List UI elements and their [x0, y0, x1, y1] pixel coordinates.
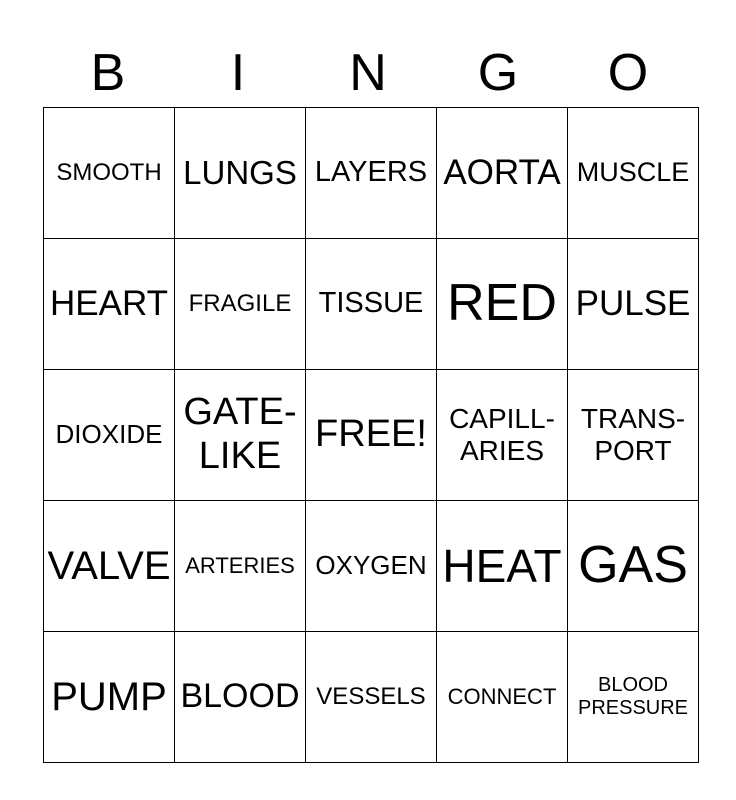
- cell-label: CAPILL- ARIES: [449, 402, 555, 466]
- board-row: [44, 108, 699, 239]
- cell-label: TRANS- PORT: [580, 402, 686, 466]
- cell-label: GATE- LIKE: [183, 391, 297, 477]
- cell-label: DIOXIDE: [55, 419, 163, 450]
- bingo-cell[interactable]: [44, 632, 175, 763]
- cell-label: ARTERIES: [185, 553, 295, 579]
- bingo-cell[interactable]: [568, 108, 699, 239]
- cell-label: PULSE: [575, 283, 691, 323]
- cell-label: BLOOD PRESSURE: [577, 674, 689, 719]
- bingo-cell[interactable]: [306, 239, 437, 370]
- cell-label: LUNGS: [183, 154, 297, 192]
- board-row: [44, 370, 699, 501]
- cell-label: PUMP: [51, 675, 167, 719]
- cell-label: AORTA: [443, 152, 561, 192]
- bingo-cell[interactable]: [175, 108, 306, 239]
- bingo-cell[interactable]: [568, 370, 699, 501]
- bingo-cell[interactable]: [437, 239, 568, 370]
- bingo-cell[interactable]: [437, 108, 568, 239]
- cell-label: OXYGEN: [315, 550, 427, 581]
- cell-label: GAS: [578, 536, 688, 595]
- header-letter-n: N: [349, 44, 387, 102]
- bingo-cell[interactable]: [306, 632, 437, 763]
- header-letter-b: B: [90, 44, 126, 102]
- bingo-cell[interactable]: [44, 239, 175, 370]
- bingo-cell[interactable]: [437, 501, 568, 632]
- bingo-cell[interactable]: [306, 108, 437, 239]
- cell-label: BLOOD: [180, 677, 300, 716]
- board-row: [44, 239, 699, 370]
- bingo-cell[interactable]: [568, 632, 699, 763]
- bingo-cell[interactable]: [44, 370, 175, 501]
- bingo-header: [43, 40, 693, 106]
- cell-label: SMOOTH: [56, 159, 162, 187]
- board-row: [44, 632, 699, 763]
- board-row: [44, 501, 699, 632]
- cell-label: TISSUE: [318, 287, 424, 320]
- cell-label: MUSCLE: [576, 157, 690, 188]
- bingo-cell[interactable]: [437, 632, 568, 763]
- bingo-cell[interactable]: [568, 239, 699, 370]
- header-letter-g: G: [477, 44, 519, 102]
- cell-label: FRAGILE: [188, 290, 292, 318]
- bingo-cell[interactable]: [568, 501, 699, 632]
- cell-label: VESSELS: [316, 683, 426, 711]
- header-letter-o: O: [607, 44, 649, 102]
- bingo-cell[interactable]: [175, 501, 306, 632]
- cell-label: RED: [447, 274, 557, 333]
- bingo-cell[interactable]: [175, 632, 306, 763]
- bingo-cell[interactable]: [306, 501, 437, 632]
- cell-label: HEAT: [442, 539, 562, 592]
- bingo-cell[interactable]: [306, 370, 437, 501]
- bingo-cell[interactable]: [175, 239, 306, 370]
- bingo-board: [43, 107, 699, 763]
- cell-label: VALVE: [47, 544, 171, 588]
- cell-label: HEART: [50, 283, 168, 323]
- cell-label: CONNECT: [447, 684, 557, 710]
- cell-label: LAYERS: [314, 156, 428, 189]
- cell-label: FREE!: [315, 413, 427, 456]
- bingo-cell[interactable]: [44, 108, 175, 239]
- bingo-cell[interactable]: [437, 370, 568, 501]
- bingo-cell[interactable]: [175, 370, 306, 501]
- header-letter-i: I: [230, 44, 246, 102]
- bingo-cell[interactable]: [44, 501, 175, 632]
